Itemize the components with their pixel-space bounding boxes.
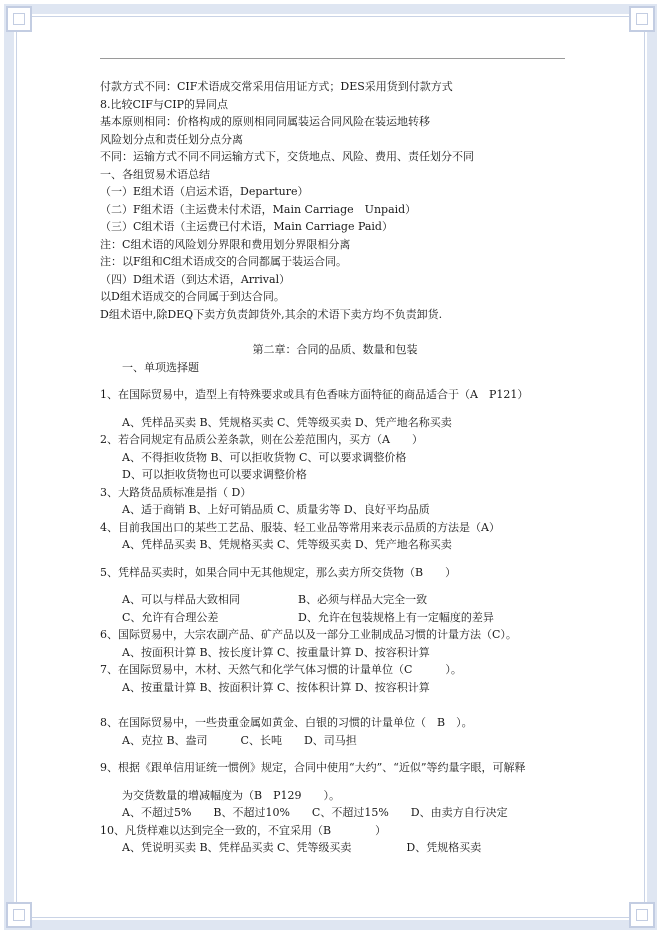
- question-5: 5、凭样品买卖时，如果合同中无其他规定，那么卖方所交货物（B ）: [100, 565, 457, 579]
- text-line: （二）F组术语（主运费未付术语，Main Carriage Unpaid）: [100, 202, 417, 216]
- option-b: B、必须与样品大完全一致: [298, 593, 428, 606]
- question-6: 6、国际贸易中，大宗农副产品、矿产品以及一部分工业制成品习惯的计量方法（C）。: [100, 628, 517, 641]
- text-line: 以D组术语成交的合同属于到达合同。: [100, 290, 285, 303]
- question-7: 7、在国际贸易中，木材、天然气和化学气体习惯的计量单位（C ）。: [100, 663, 462, 676]
- question-10: 10、凡货样难以达到完全一致的，不宜采用（B ）: [100, 823, 387, 837]
- question-options: 为交货数量的增减幅度为（B P129 ）。: [122, 788, 340, 802]
- question-9: 9、根据《跟单信用证统一惯例》规定，合同中使用“大约”、“近似”等约量字眼，可解释: [100, 761, 526, 774]
- question-options: A、凭说明买卖 B、凭样品买卖 C、凭等级买卖 D、凭规格买卖: [122, 841, 482, 854]
- question-options: [100, 609, 570, 627]
- text-line: 付款方式不同：CIF术语成交常采用信用证方式；DES采用货到付款方式: [100, 80, 453, 93]
- text-line: 8.比较CIF与CIP的异同点: [100, 97, 229, 111]
- question-options: A、按面积计算 B、按长度计算 C、按重量计算 D、按容积计算: [122, 645, 430, 659]
- question-1: 1、在国际贸易中，造型上有特殊要求或具有色香味方面特征的商品适合于（A P121）: [100, 388, 529, 401]
- border-corner-ornament: [629, 902, 655, 928]
- border-corner-ornament: [629, 6, 655, 32]
- question-options: [100, 591, 570, 609]
- text-line: 注：以F组和C组术语成交的合同都属于装运合同。: [100, 255, 348, 268]
- question-options: A、按重量计算 B、按面积计算 C、按体积计算 D、按容积计算: [122, 680, 430, 694]
- border-corner-ornament: [6, 902, 32, 928]
- question-8: 8、在国际贸易中，一些贵重金属如黄金、白银的习惯的计量单位（ B ）。: [100, 716, 473, 729]
- question-options: A、适于商销 B、上好可销品质 C、质量劣等 D、良好平均品质: [122, 503, 430, 516]
- question-options: A、凭样品买卖 B、凭规格买卖 C、凭等级买卖 D、凭产地名称买卖: [122, 415, 452, 429]
- question-3: 3、大路货品质标准是指（ D）: [100, 485, 252, 499]
- question-options: A、凭样品买卖 B、凭规格买卖 C、凭等级买卖 D、凭产地名称买卖: [122, 538, 452, 551]
- text-line: 风险划分点和责任划分点分离: [100, 132, 243, 146]
- option-d: D、允许在包装规格上有一定幅度的差异: [298, 610, 494, 624]
- section-title: 一、单项选择题: [122, 360, 199, 374]
- question-options: A、不超过5% B、不超过10% C、不超过15% D、由卖方自行决定: [122, 806, 508, 819]
- question-options: A、不得拒收货物 B、可以拒收货物 C、可以要求调整价格: [122, 450, 407, 464]
- document-body: [100, 78, 570, 857]
- text-line: （一）E组术语（启运术语，Departure）: [100, 185, 309, 198]
- option-a: A、可以与样品大致相同: [122, 593, 240, 606]
- question-2: 2、若合同规定有品质公差条款，则在公差范围内，买方（A ）: [100, 433, 423, 446]
- text-line: 不同：运输方式不同不同运输方式下，交货地点、风险、费用、责任划分不同: [100, 150, 474, 163]
- option-c: C、允许有合理公差: [122, 610, 219, 624]
- header-rule: [100, 58, 565, 59]
- question-options: D、可以拒收货物也可以要求调整价格: [122, 468, 307, 481]
- text-line: （四）D组术语（到达术语，Arrival）: [100, 272, 291, 286]
- text-line: D组术语中,除DEQ下卖方负责卸货外,其余的术语下卖方均不负责卸货.: [100, 307, 443, 321]
- chapter-title: 第二章：合同的品质、数量和包装: [252, 343, 418, 356]
- text-line: 一、各组贸易术语总结: [100, 167, 210, 181]
- question-options: A、克拉 B、盎司 C、长吨 D、司马担: [122, 733, 357, 747]
- text-line: 基本原则相同：价格构成的原则相同同属装运合同风险在装运地转移: [100, 115, 430, 128]
- question-4: 4、目前我国出口的某些工艺品、服装、轻工业品等常用来表示品质的方法是（A）: [100, 520, 500, 534]
- text-line: （三）C组术语（主运费已付术语，Main Carriage Paid）: [100, 220, 393, 233]
- border-corner-ornament: [6, 6, 32, 32]
- text-line: 注：C组术语的风险划分界限和费用划分界限相分离: [100, 237, 351, 251]
